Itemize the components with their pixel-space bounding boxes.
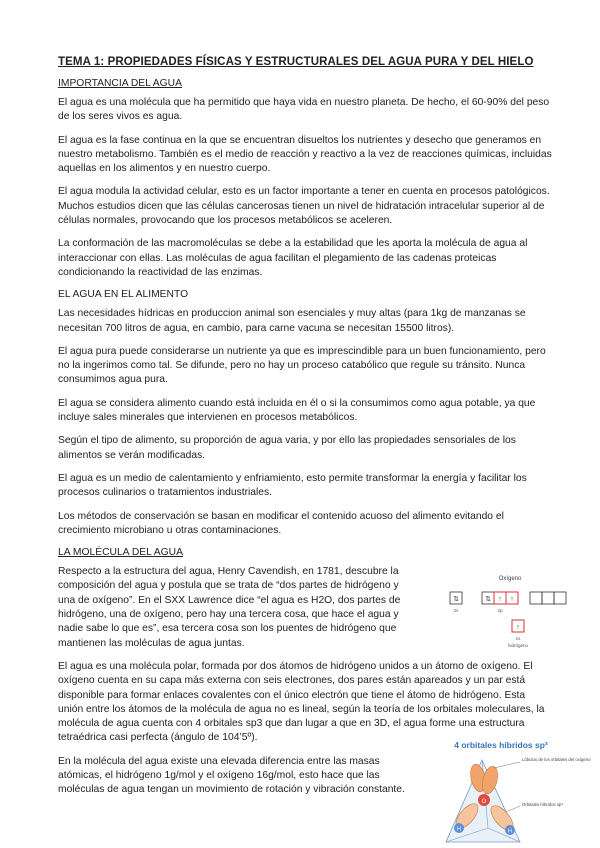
document-title: TEMA 1: PROPIEDADES FÍSICAS Y ESTRUCTURALES DEL AGUA PURA Y DEL HIELO bbox=[58, 56, 534, 68]
paragraph: El agua es la fase continua en la que se encuentran disueltos los nutrientes y desecho que generamos en nuestro metabolismo. También es el medio de reacción y reactivo a la vez de reacciones químicas, incluidas aquellas en los alimentos y en nuestro cuerpo. bbox=[58, 134, 552, 175]
paragraph: El agua pura puede considerarse un nutriente ya que es imprescindible para un buen funcionamiento, pero no la ingerimos como tal. Se difunde, pero no hay un proceso catabólico que regule su tránsito. Nunca consumimos agua pura. bbox=[58, 345, 546, 386]
orbital-box-diagram bbox=[448, 574, 572, 674]
paragraph: El agua es una molécula que ha permitido que haya vida en nuestro planeta. De hecho, el 60-90% del peso de los seres vivos es agua. bbox=[58, 97, 550, 123]
svg-text:Orbitales híbridos sp³: Orbitales híbridos sp³ bbox=[522, 802, 563, 807]
svg-text:2p: 2p bbox=[497, 608, 503, 613]
section-heading-molecula: LA MOLÉCULA DEL AGUA bbox=[58, 547, 183, 559]
paragraph: El agua se considera alimento cuando está incluida en él o si la consumimos como agua potable, ya que incluye sales minerales que intervienen en procesos metabólicos. bbox=[58, 397, 536, 424]
paragraph: La conformación de las macromoléculas se debe a la estabilidad que les aporta la molécula de agua al interaccionar con ellas. Las moléculas de agua facilitan el plegamiento de las cadenas proteicas condicionando la reactividad de las enzimas. bbox=[58, 238, 528, 278]
svg-text:Lóbulos de los orbitales del o: Lóbulos de los orbitales del oxígeno bbox=[522, 757, 591, 762]
paragraph: El agua es una molécula polar, formada por dos átomos de hidrógeno unidos a un átomo de oxígeno. El oxígeno cuenta en su capa más externa con seis electrones, dos pares están apareados y un par está disponible para formar enlaces covalentes con el único electrón que tiene el átomo de hidrógeno. Esta unión entre los átomos de la molécula de agua no es lineal, según la teoría de los orbitales moleculares, la molécula de agua cuenta con 4 orbitales sp3 que dan lugar a que en 3D, el agua forme una estructura tetraédrica casi perfecta (ángulo de 104’5º). bbox=[58, 660, 545, 744]
svg-text:H: H bbox=[457, 826, 461, 833]
orbital-caption: Oxígeno bbox=[498, 576, 522, 582]
sp3-orbitals-diagram bbox=[432, 738, 591, 848]
svg-text:↑: ↑ bbox=[516, 624, 520, 631]
paragraph: El agua modula la actividad celular, esto es un factor importante a tener en cuenta en procesos patológicos. Muchos estudios dicen que las células cancerosas tienen un nivel de hidratación intracelular superior al de células normales, provocando que los procesos metabólicos se aceleren. bbox=[58, 186, 550, 227]
svg-text:O: O bbox=[481, 799, 487, 805]
paragraph: El agua es un medio de calentamiento y enfriamiento, esto permite transformar la energía y facilitar los procesos culinarios o tratamientos industriales. bbox=[58, 472, 527, 499]
svg-text:↑: ↑ bbox=[510, 596, 514, 603]
section-heading-importancia: IMPORTANCIA DEL AGUA bbox=[58, 78, 182, 89]
paragraph: Las necesidades hídricas en produccion animal son esenciales y muy altas (para 1kg de manzanas se necesitan 700 litros de agua, en cambio, para carne vacuna se necesitan 15500 litros). bbox=[58, 308, 526, 334]
svg-text:↑: ↑ bbox=[498, 596, 502, 603]
svg-text:hidrógeno: hidrógeno bbox=[507, 643, 529, 648]
document-page bbox=[58, 56, 552, 807]
svg-text:1s: 1s bbox=[515, 636, 521, 641]
svg-text:2s: 2s bbox=[453, 608, 459, 613]
svg-text:H: H bbox=[508, 828, 512, 835]
sp3-caption: 4 orbitales híbridos sp³ bbox=[454, 740, 548, 750]
paragraph: Respecto a la estructura del agua, Henry Cavendish, en 1781, descubre la composición del agua y postula que se trata de “dos partes de hidrógeno y una de oxígeno”. En el SXX Lawrence dice “el agua es H2O, dos partes de hidrógeno, una de oxígeno, pero hay una tercera cosa, que hace el agua y nadie sabe lo que es”, esa tercera cosa son los puentes de hidrógeno que mantienen las moléculas de agua juntas. bbox=[58, 566, 401, 649]
paragraph: Según el tipo de alimento, su proporción de agua varia, y por ello las propiedades sensoriales de los alimentos se verán modificadas. bbox=[58, 435, 516, 461]
svg-text:⇅: ⇅ bbox=[453, 596, 459, 603]
svg-text:⇅: ⇅ bbox=[485, 596, 491, 603]
paragraph: En la molécula del agua existe una elevada diferencia entre las masas atómicas, el hidrógeno 1g/mol y el oxígeno 16g/mol, esto hace que las moléculas de agua tengan un movimiento de rotación y vibración constante. bbox=[58, 755, 405, 796]
section-heading-alimento: EL AGUA EN EL ALIMENTO bbox=[58, 289, 189, 301]
paragraph: Los métodos de conservación se basan en modificar el contenido acuoso del alimento evitando el crecimiento microbiano u otras contaminaciones. bbox=[58, 510, 504, 536]
